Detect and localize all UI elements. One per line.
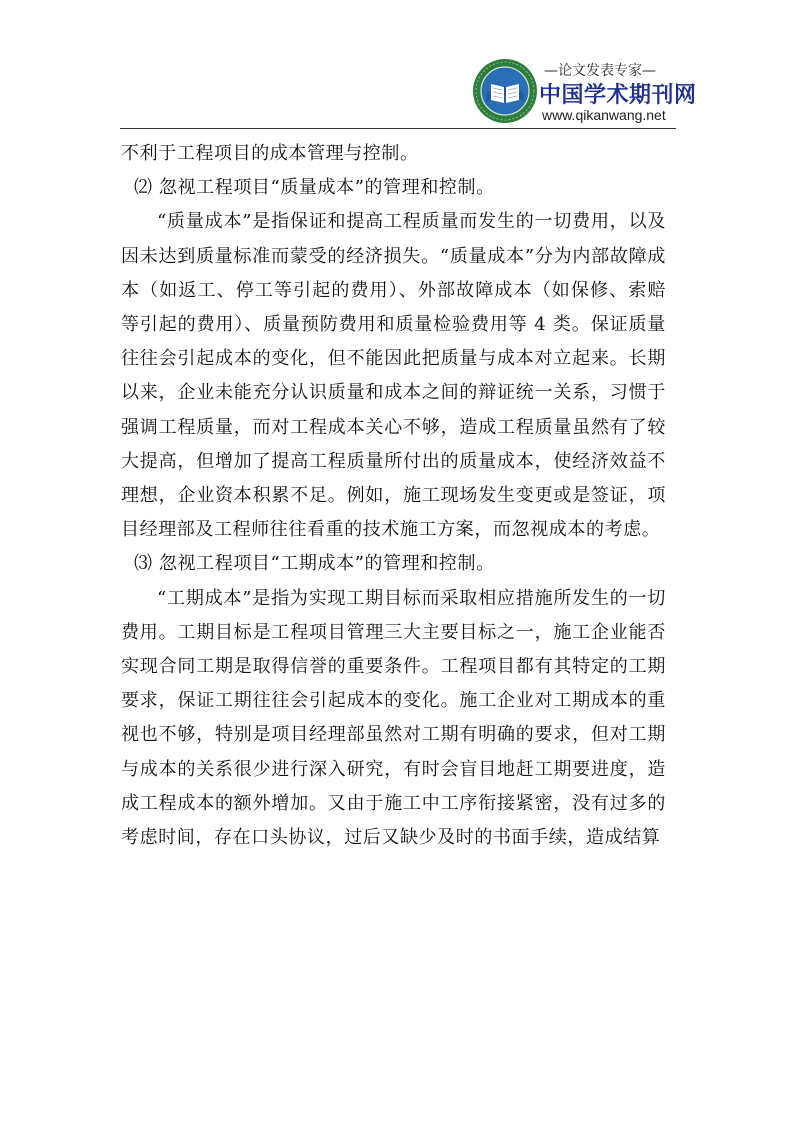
header-divider [120,128,676,129]
brand-slogan: —论文发表专家— [544,63,656,79]
book-seal-icon [472,58,538,124]
paragraph: “质量成本”是指保证和提高工程质量而发生的一切费用，以及因未达到质量标准而蒙受的经济损失。“质量成本”分为内部故障成本（如返工、停工等引起的费用）、外部故障成本（如保修、索赔等引起的费用）、质量预防费用和质量检验费用等 4 类。保证质量往往会引起成本的变化，但不能因此把质量与成本对立起来。长期以来，企业未能充分认识质量和成本之间的辩证统一关系，习惯于强调工程质量，而对工程成本关心不够，造成工程质量虽然有了较大提高，但增加了提高工程质量所付出的质量成本，使经济效益不理想，企业资本积累不足。例如，施工现场发生变更或是签证，项目经理部及工程师往往看重的技术施工方案，而忽视成本的考虑。 [121,211,666,541]
page-header [0,0,794,130]
brand-url: www.qikanwang.net [542,107,666,123]
list-heading: ⑶ 忽视工程项目“工期成本”的管理和控制。 [134,553,495,575]
site-logo [472,58,697,126]
paragraph: 不利于工程项目的成本管理与控制。 [121,143,419,164]
document-body [121,137,666,855]
list-heading: ⑵ 忽视工程项目“质量成本”的管理和控制。 [134,177,495,199]
paragraph: “工期成本”是指为实现工期目标而采取相应措施所发生的一切费用。工期目标是工程项目管理三大主要目标之一，施工企业能否实现合同工期是取得信誉的重要条件。工程项目都有其特定的工期要求，保证工期往往会引起成本的变化。施工企业对工期成本的重视也不够，特别是项目经理部虽然对工期有明确的要求，但对工期与成本的关系很少进行深入研究，有时会盲目地赶工期要进度，造成工程成本的额外增加。又由于施工中工序衔接紧密，没有过多的考虑时间，存在口头协议，过后又缺少及时的书面手续，造成结算 [121,587,666,849]
brand-name: 中国学术期刊网 [539,83,697,108]
